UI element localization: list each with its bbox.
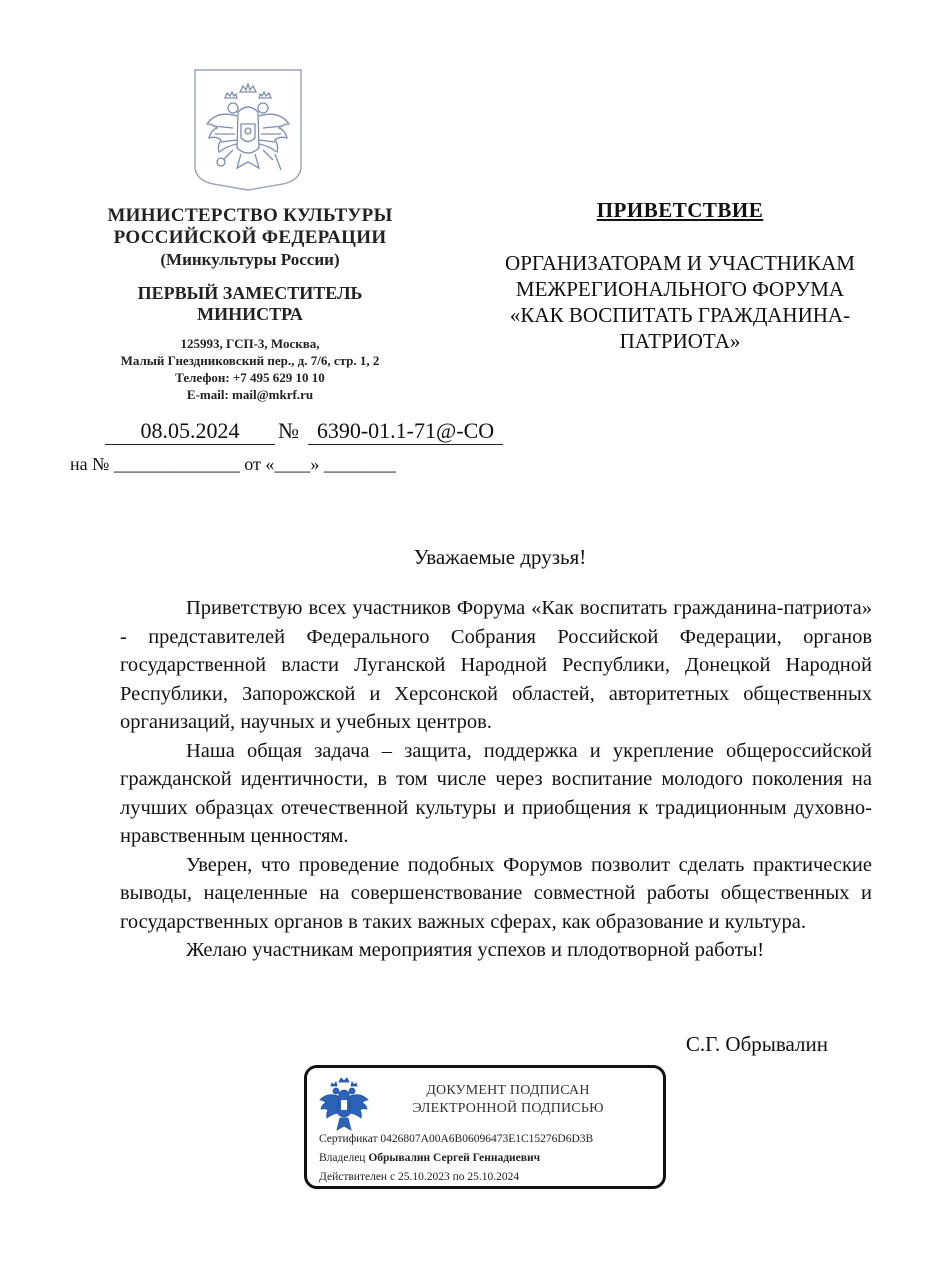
paragraph-2: Наша общая задача – защита, поддержка и укрепление общероссийской гражданской идентичности, в том числе через воспитание молодого поколения на лучших образцах отечественной культуры и приобщения к традиционным духовно-нравственным ценностям. xyxy=(120,739,872,847)
ministry-phone: Телефон: +7 495 629 10 10 xyxy=(175,370,325,385)
salutation: Уважаемые друзья! xyxy=(413,545,587,569)
greeting-title: ПРИВЕТСТВИЕ xyxy=(596,198,764,222)
stamp-info xyxy=(319,1130,593,1187)
certificate-row xyxy=(319,1130,593,1149)
electronic-signature-stamp xyxy=(304,1065,666,1189)
position-line2: МИНИСТРА xyxy=(197,304,303,324)
paragraph-1: Приветствую всех участников Форума «Как воспитать гражданина-патриота» - представителей Федерального Собрания Российской Федерации, органов государственной власти Луганской Народной Республики, Донецкой Народной Республики, Запорожской и Херсонской областей, авторитетных общественных организаций, научных и учебных центров. xyxy=(120,597,872,733)
address-line1: 125993, ГСП-3, Москва, xyxy=(180,336,320,351)
reference-line: на № ______________ от «____» ________ xyxy=(70,454,396,474)
greeting-header xyxy=(470,196,890,354)
paragraph-4: Желаю участникам мероприятия успехов и плодотворной работы! xyxy=(186,939,765,961)
paragraph-3: Уверен, что проведение подобных Форумов позволит сделать практические выводы, нацеленные на совершенствование совместной работы общественных и государственных органов в таких важных сферах, как образование и культура. xyxy=(120,853,872,933)
valid-from-value: 25.10.2023 xyxy=(397,1171,450,1183)
ministry-name-line2: РОССИЙСКОЙ ФЕДЕРАЦИИ xyxy=(113,227,387,248)
signer-name: С.Г. Обрывалин xyxy=(685,1032,828,1056)
greeting-line1: ОРГАНИЗАТОРАМ И УЧАСТНИКАМ xyxy=(505,251,855,275)
letter-body xyxy=(120,594,872,965)
stamp-header-line2: ЭЛЕКТРОННОЙ ПОДПИСЬЮ xyxy=(412,1101,604,1116)
certificate-label: Сертификат xyxy=(319,1133,378,1145)
registration-number-sign: № xyxy=(278,418,299,443)
position-line1: ПЕРВЫЙ ЗАМЕСТИТЕЛЬ xyxy=(137,283,363,303)
greeting-line4: ПАТРИОТА» xyxy=(619,329,741,353)
ministry-header xyxy=(80,205,420,403)
certificate-value: 0426807A00A6B06096473E1C15276D6D3B xyxy=(380,1133,594,1145)
owner-label: Владелец xyxy=(319,1152,366,1164)
ministry-address xyxy=(80,335,420,403)
ministry-short-name: (Минкультуры России) xyxy=(160,250,340,269)
greeting-line3: «КАК ВОСПИТАТЬ ГРАЖДАНИНА- xyxy=(509,303,851,327)
valid-to-label: по xyxy=(452,1171,465,1183)
ministry-name-line1: МИНИСТЕРСТВО КУЛЬТУРЫ xyxy=(107,205,393,226)
stamp-header xyxy=(393,1082,623,1118)
validity-row xyxy=(319,1168,593,1187)
ministry-email: E-mail: mail@mkrf.ru xyxy=(186,387,314,402)
owner-row xyxy=(319,1149,593,1168)
greeting-line2: МЕЖРЕГИОНАЛЬНОГО ФОРУМА xyxy=(515,277,845,301)
coat-of-arms-icon xyxy=(193,68,303,192)
valid-to-value: 25.10.2024 xyxy=(467,1171,520,1183)
valid-from-label: Действителен с xyxy=(319,1171,396,1183)
stamp-header-line1: ДОКУМЕНТ ПОДПИСАН xyxy=(426,1083,590,1098)
registration-number: 6390-01.1-71@-СО xyxy=(308,418,503,445)
registration-date: 08.05.2024 xyxy=(105,418,275,445)
address-line2: Малый Гнездниковский пер., д. 7/6, стр. 1, 2 xyxy=(120,353,380,368)
owner-value: Обрывалин Сергей Геннадиевич xyxy=(368,1152,541,1164)
coat-of-arms-icon xyxy=(317,1076,371,1138)
